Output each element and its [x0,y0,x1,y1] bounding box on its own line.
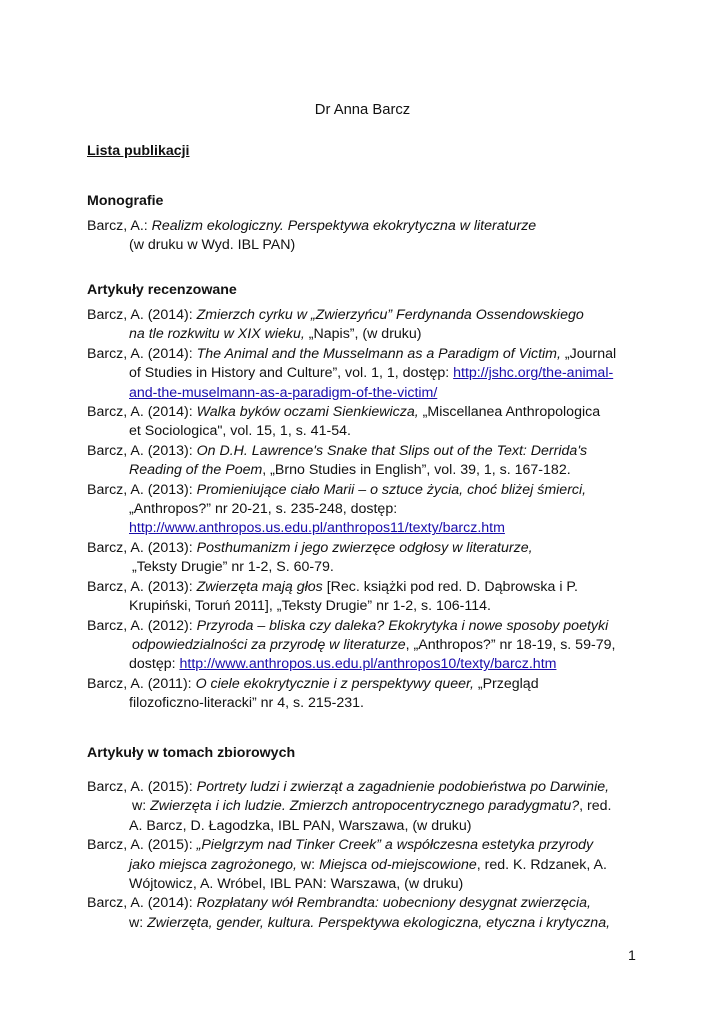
publication-list-zbiorowe [87,778,647,933]
entry-line: jako miejsca zagrożonego, w: Miejsca od-miejscowione, red. K. Rdzanek, A. [129,856,607,873]
entry-line: filozoficzno-literacki” nr 4, s. 215-231. [129,695,364,712]
entry-line: w: Zwierzęta, gender, kultura. Perspektywa ekologiczna, etyczna i krytyczna, [129,914,611,931]
publication-link[interactable]: and-the-muselmann-as-a-paradigm-of-the-victim/ [129,384,438,401]
entry-line: Barcz, A. (2014): The Animal and the Musselmann as a Paradigm of Victim, „Journal [87,345,617,362]
entry-line: of Studies in History and Culture”, vol. 1, 1, dostęp: http://jshc.org/the-animal- [129,365,614,382]
publication-entry [87,894,647,933]
publication-link[interactable]: http://www.anthropos.us.edu.pl/anthropos11/texty/barcz.htm [129,520,505,537]
page-number: 1 [628,948,636,964]
publication-entry [87,675,647,714]
section-heading-monografie: Monografie [87,193,164,209]
publication-entry [87,617,647,675]
entry-line: odpowiedzialności za przyrodę w literaturze, „Anthropos?” nr 18-19, s. 59-79, [132,636,616,653]
entry-line [87,519,647,538]
entry-line: „Anthropos?” nr 20-21, s. 235-248, dostęp: [129,501,398,518]
entry-line: Barcz, A. (2015): „Pielgrzym nad Tinker Creek” a współczesna estetyka przyrody [87,837,594,854]
entry-line: Reading of the Poem, „Brno Studies in English”, vol. 39, 1, s. 167-182. [129,462,571,479]
entry-line: Barcz, A. (2014): Zmierzch cyrku w „Zwierzyńcu” Ferdynanda Ossendowskiego [87,307,584,323]
entry-line: Barcz, A. (2013): On D.H. Lawrence's Snake that Slips out of the Text: Derrida's [87,442,588,459]
entry-line: w: Zwierzęta i ich ludzie. Zmierzch antropocentrycznego paradygmatu?, red. [132,798,612,815]
publication-entry [87,539,647,578]
entry-line: Barcz, A.: Realizm ekologiczny. Perspektywa ekokrytyczna w literaturze [87,218,537,234]
entry-line: Barcz, A. (2014): Rozpłatany wół Rembrandta: uobecniony desygnat zwierzęcia, [87,895,591,912]
entry-line: Barcz, A. (2015): Portrety ludzi i zwierząt a zagadnienie podobieństwa po Darwinie, [87,779,610,795]
entry-line: Barcz, A. (2014): Walka byków oczami Sienkiewicza, „Miscellanea Anthropologica [87,404,601,421]
list-heading: Lista publikacji [87,143,190,159]
publication-entry [87,778,647,836]
entry-line: „Teksty Drugie” nr 1-2, S. 60-79. [132,559,334,576]
entry-line: Krupiński, Toruń 2011], „Teksty Drugie” nr 1-2, s. 106-114. [129,598,491,615]
entry-line: dostęp: http://www.anthropos.us.edu.pl/anthropos10/texty/barcz.htm [129,656,557,673]
publication-entry [87,217,647,256]
publication-entry [87,345,647,403]
publication-entry [87,403,647,442]
entry-line: Barcz, A. (2013): Posthumanizm i jego zwierzęce odgłosy w literaturze, [87,539,533,556]
entry-line: (w druku w Wyd. IBL PAN) [129,237,296,254]
entry-line: A. Barcz, D. Łagodzka, IBL PAN, Warszawa, (w druku) [129,817,472,834]
entry-line: Barcz, A. (2011): O ciele ekokrytycznie i z perspektywy queer, „Przegląd [87,675,539,692]
entry-line: na tle rozkwitu w XIX wieku, „Napis”, (w druku) [129,326,422,343]
publication-entry [87,481,647,539]
publication-entry [87,306,647,345]
publication-list-recenzowane [87,306,647,714]
entry-line: Barcz, A. (2013): Promieniujące ciało Marii – o sztuce życia, choć bliżej śmierci, [87,481,587,498]
publication-entry [87,442,647,481]
entry-line: Barcz, A. (2012): Przyroda – bliska czy daleka? Ekokrytyka i nowe sposoby poetyki [87,617,609,634]
publication-link[interactable]: http://jshc.org/the-animal- [453,365,614,382]
publication-link[interactable]: http://www.anthropos.us.edu.pl/anthropos10/texty/barcz.htm [179,656,557,673]
entry-line [87,384,647,403]
entry-line: Wójtowicz, A. Wróbel, IBL PAN: Warszawa, (w druku) [129,876,464,893]
document-title: Dr Anna Barcz [314,102,411,118]
section-heading-recenzowane: Artykuły recenzowane [87,282,237,298]
publication-entry [87,578,647,617]
entry-line: Barcz, A. (2013): Zwierzęta mają głos [Rec. książki pod red. D. Dąbrowska i P. [87,578,578,595]
section-heading-zbiorowe: Artykuły w tomach zbiorowych [87,745,296,761]
publication-entry [87,836,647,894]
entry-line: et Sociologica", vol. 15, 1, s. 41-54. [129,423,351,440]
